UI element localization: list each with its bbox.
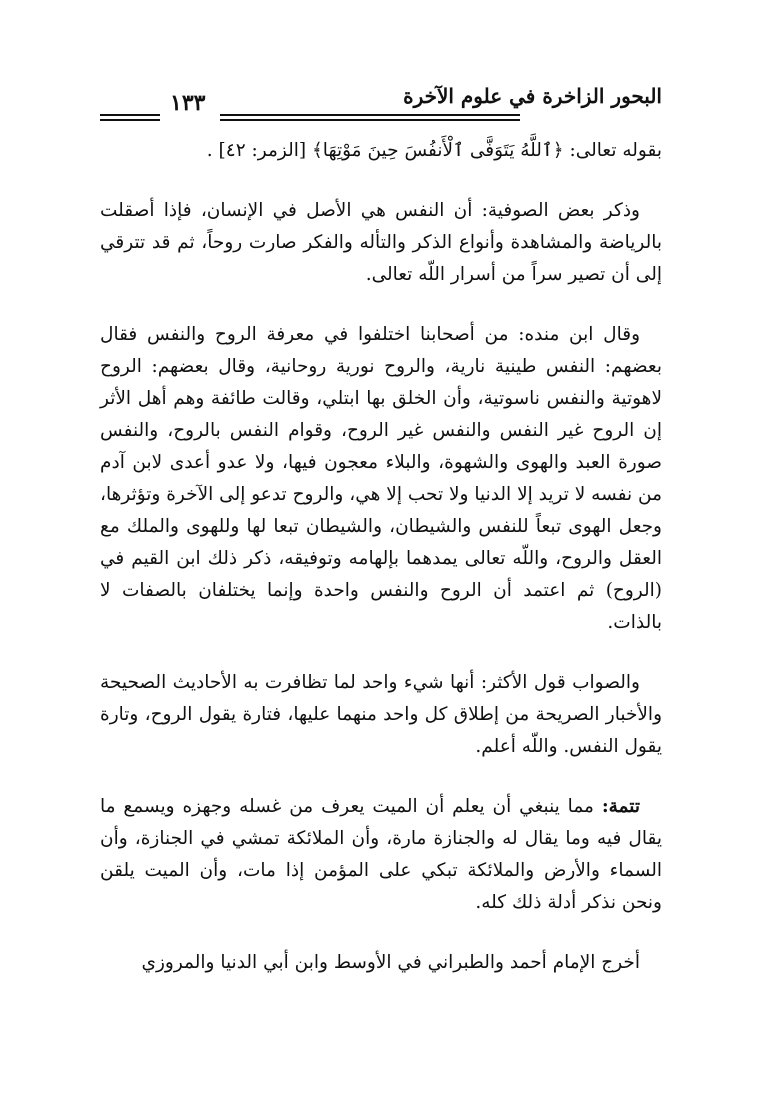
paragraph (100, 791, 662, 919)
page-body (100, 135, 662, 979)
paragraph (100, 135, 662, 167)
running-header (100, 84, 662, 124)
header-rule (100, 114, 160, 116)
paragraph-text: مما ينبغي أن يعلم أن الميت يعرف من غسله وجهزه ويسمع ما يقال فيه وما يقال له والجنازة مارة، وأن الملائكة تمشي في الجنازة، وأن السماء والأرض والملائكة تبكي على المؤمن إذا مات، وأن الميت يلقن ونحن نذكر أدلة ذلك كله. (100, 796, 662, 913)
book-title: البحور الزاخرة في علوم الآخرة (403, 84, 662, 108)
paragraph-text: وذكر بعض الصوفية: أن النفس هي الأصل في الإنسان، فإذا أصقلت بالرياضة والمشاهدة وأنواع الذكر والتأله والفكر صارت روحاً، ثم قد تترقي إلى أن تصير سراً من أسرار اللّه تعالى. (100, 200, 662, 285)
header-rule (220, 119, 520, 121)
paragraph (100, 947, 662, 979)
paragraph (100, 195, 662, 291)
paragraph-lead: تتمة: (601, 796, 640, 817)
paragraph (100, 667, 662, 763)
header-rule (220, 114, 520, 116)
paragraph (100, 319, 662, 639)
paragraph-text: والصواب قول الأكثر: أنها شيء واحد لما تظافرت به الأحاديث الصحيحة والأخبار الصريحة من إطلاق كل واحد منهما عليها، فتارة يقول الروح، وتارة يقول النفس. واللّه أعلم. (100, 672, 662, 757)
paragraph-text: أخرج الإمام أحمد والطبراني في الأوسط وابن أبي الدنيا والمروزي (141, 952, 640, 973)
paragraph-text: وقال ابن منده: من أصحابنا اختلفوا في معرفة الروح والنفس فقال بعضهم: النفس طينية نارية، والروح نورية روحانية، وقال بعضهم: الروح لاهوتية والنفس ناسوتية، وأن الخلق بها ابتلي، وقالت طائفة وهم أهل الأثر إن الروح غير النفس والنفس غير الروح، وقوام النفس بالروح، والنفس صورة العبد والهوى والشهوة، والبلاء معجون فيها، ولا عدو أعدى لابن آدم من نفسه لا تريد إلا الدنيا ولا تحب إلا هي، والروح تدعو إلى الآخرة وتؤثرها، وجعل الهوى تبعاً للنفس والشيطان، والشيطان تبعا لها وللهوى والملك مع العقل والروح، واللّه تعالى يمدهما بإلهامه وتوفيقه، ذكر ذلك ابن القيم في (الروح) ثم اعتمد أن الروح والنفس واحدة وإنما يختلفان بالصفات لا بالذات. (100, 324, 662, 633)
page-number: ١٣٣ (170, 90, 206, 116)
header-rule (100, 119, 160, 121)
paragraph-text: بقوله تعالى: ﴿ٱللَّهُ يَتَوَفَّى ٱلْأَنفُسَ حِينَ مَوْتِهَا﴾ [الزمر: ٤٢] . (206, 140, 662, 161)
